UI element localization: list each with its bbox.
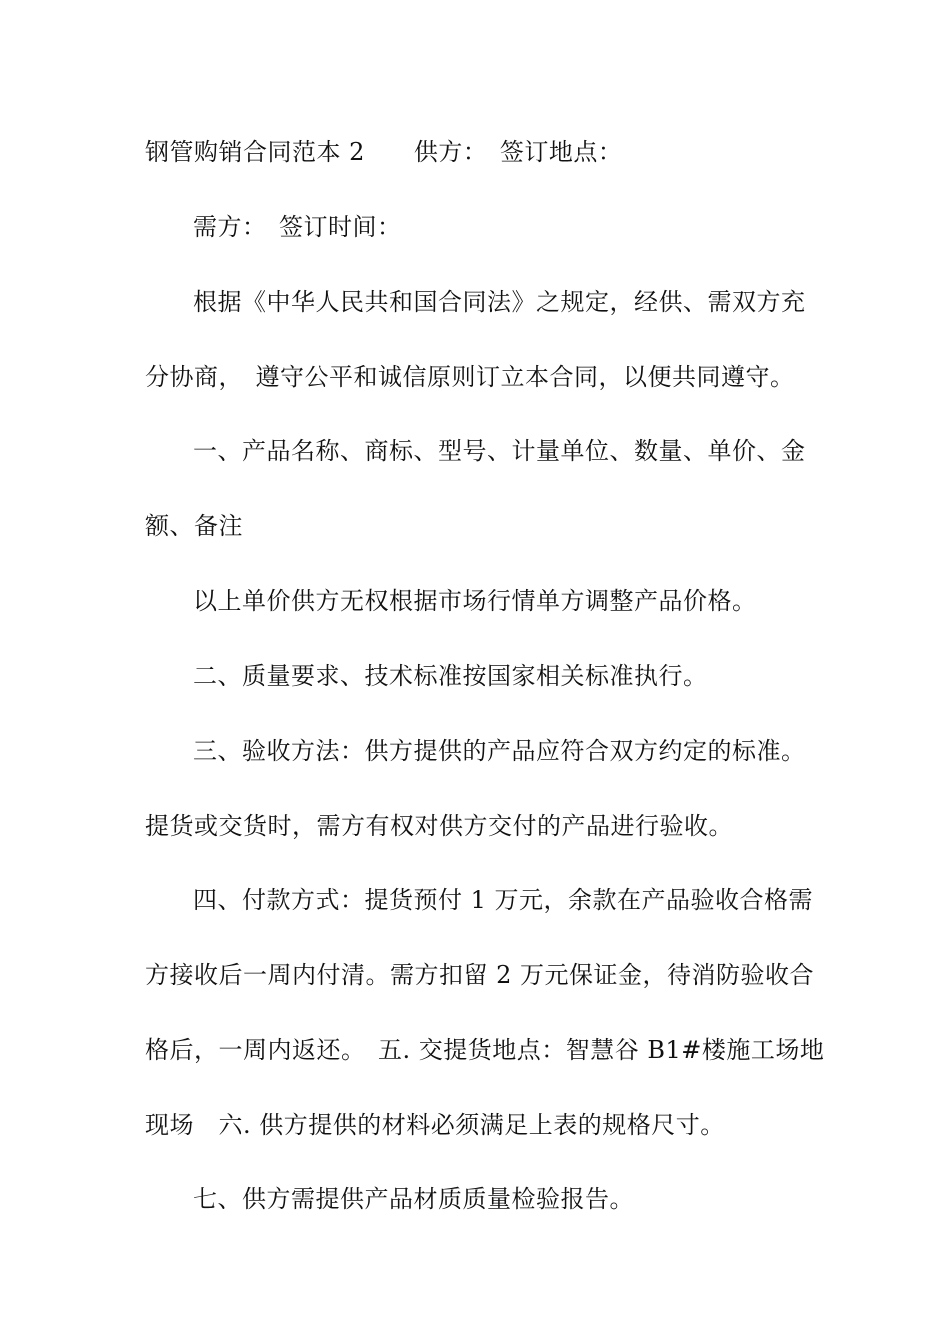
clause-5-line: 格后，一周内返还。 五. 交提货地点：智慧谷 B1#楼施工场地 <box>145 1036 825 1064</box>
clause-6-line: 现场 六. 供方提供的材料必须满足上表的规格尺寸。 <box>145 1111 725 1139</box>
buyer-line: 需方： 签订时间： <box>193 213 402 241</box>
contract-title-line: 钢管购销合同范本 2 供方： 签订地点： <box>145 138 623 166</box>
clause-7-line: 七、供方需提供产品材质质量检验报告。 <box>193 1185 634 1213</box>
clause-4-line: 四、付款方式：提货预付 1 万元，余款在产品验收合格需 <box>193 886 814 914</box>
clause-1-line: 一、产品名称、商标、型号、计量单位、数量、单价、金 <box>193 437 806 465</box>
clause-3-line: 三、验收方法：供方提供的产品应符合双方约定的标准。 <box>193 737 806 765</box>
clause-2-line: 二、质量要求、技术标准按国家相关标准执行。 <box>193 662 708 690</box>
price-note-line: 以上单价供方无权根据市场行情单方调整产品价格。 <box>193 587 757 615</box>
clause-4-line: 方接收后一周内付清。需方扣留 2 万元保证金，待消防验收合 <box>145 961 815 989</box>
paragraph-line: 根据《中华人民共和国合同法》之规定，经供、需双方充 <box>193 288 806 316</box>
clause-1-line: 额、备注 <box>145 512 243 540</box>
clause-3-line: 提货或交货时，需方有权对供方交付的产品进行验收。 <box>145 812 733 840</box>
paragraph-line: 分协商， 遵守公平和诚信原则订立本合同，以便共同遵守。 <box>145 363 795 391</box>
